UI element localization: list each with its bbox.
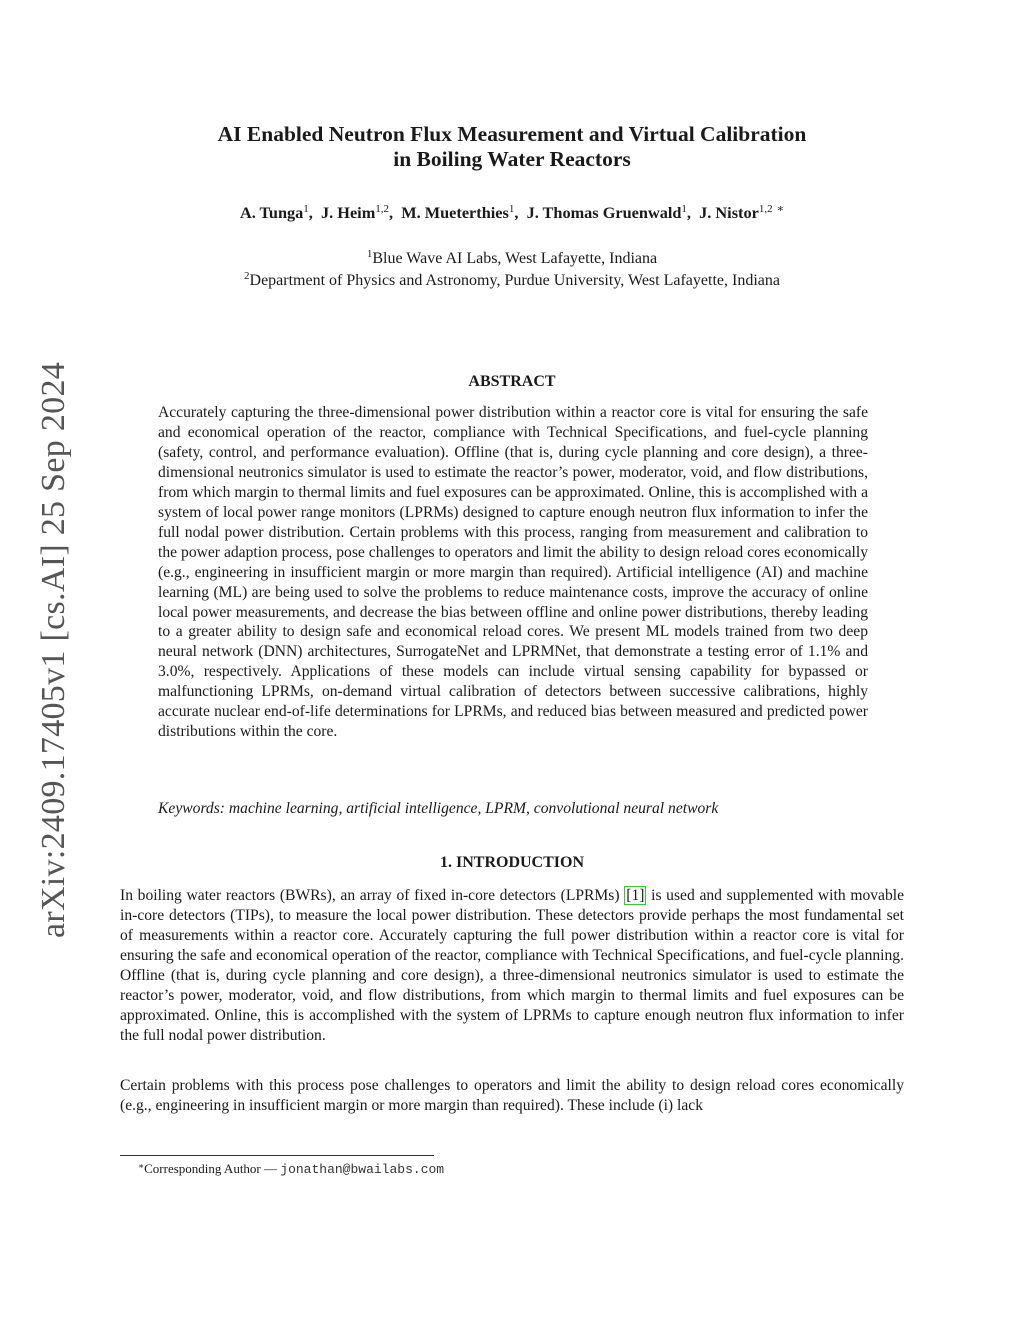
paragraph-text: is used and supplemented with movable in-core detectors (TIPs), to measure the local power distribution. These detectors provide perhaps the most fundamental set of measurements within a reactor core. Accurately capturing the full power distribution within a reactor core is vital for ensuring the safe and economical operation of the reactor, compliance with Technical Specifications, and fuel-cycle planning. Offline (that is, during cycle planning and core design), a three-dimensional neutronics simulator is used to estimate the reactor’s power, moderator, void, and flow distributions, from which margin to thermal limits and fuel exposures can be approximated. Online, this is accomplished with the system of LPRMs to capture enough neutron flux information to infer the full nodal power distribution. xyxy=(120,887,905,1044)
abstract-text: Accurately capturing the three-dimensional power distribution within a reactor core is vital for ensuring the safe and economical operation of the reactor, compliance with Technical Specifications, and fuel-cycle planning (safety, control, and performance evaluation). Offline (that is, during cycle planning and core design), a three-dimensional neutronics simulator is used to estimate the reactor’s power, moderator, void, and flow distributions, from which margin to thermal limits and fuel exposures can be approximated. Online, this is accomplished with a system of local power range monitors (LPRMs) designed to capture enough neutron flux information to infer the full nodal power distribution. Certain problems with this process, ranging from measurement and calibration to the power adaption process, pose challenges to operators and limit the ability to design reload cores economically (e.g., engineering in insufficient margin or more margin than required). Artificial intelligence (AI) and machine learning (ML) are being used to solve the problems to reduce maintenance costs, improve the accuracy of online local power measurements, and decrease the bias between offline and online power distributions, thereby leading to a greater ability to design safe and economical reload cores. We present ML models trained from two deep neural network (DNN) architectures, SurrogateNet and LPRMNet, that demonstrate a testing error of 1.1% and 3.0%, respectively. Applications of these models can include virtual sensing capability for bypassed or malfunctioning LPRMs, on-demand virtual calibration of detectors between successive calibrations, highly accurate nuclear end-of-life determinations for LPRMs, and reduced bias between measured and predicted power distributions within the core. xyxy=(158,404,868,741)
keywords: Keywords: machine learning, artificial intelligence, LPRM, convolutional neural network xyxy=(158,800,719,817)
author-affil-mark: 1,2 xyxy=(375,203,390,215)
author-affil-mark: 1,2 xyxy=(758,203,773,215)
author-affil-mark: 1 xyxy=(681,203,687,215)
title-line-1: AI Enabled Neutron Flux Measurement and Virtual Calibration xyxy=(217,122,807,146)
affiliation-2 xyxy=(120,270,904,292)
paper-title xyxy=(120,122,904,172)
footnote-divider xyxy=(120,1155,434,1156)
author: J. Nistor xyxy=(699,203,759,222)
footnote-text: Corresponding Author — xyxy=(144,1161,281,1176)
author: J. Heim xyxy=(321,203,376,222)
footnote xyxy=(138,1160,444,1179)
footnote-mark: ∗ xyxy=(138,1161,145,1171)
affiliations xyxy=(120,248,904,292)
affiliation-number: 2 xyxy=(244,270,250,282)
affiliation-1 xyxy=(120,248,904,270)
author: M. Mueterthies xyxy=(401,203,509,222)
author-list: A. Tunga$^1$, J. Heim$^{1,2}$, M. Mueterthies$^1$, J. Thomas Gruenwald$^1$, J. Nistor$^{1,2}$ ∗ xyxy=(239,203,785,222)
corresponding-email[interactable]: jonathan@bwailabs.com xyxy=(280,1162,445,1177)
intro-paragraph-2: Certain problems with this process pose challenges to operators and limit the ability to design reload cores economically (e.g., engineering in insufficient margin or more margin than required). These include (i) lack xyxy=(120,1077,904,1114)
section-heading-introduction: 1. INTRODUCTION xyxy=(439,854,584,871)
intro-paragraph-1 xyxy=(120,886,904,1046)
abstract-heading: ABSTRACT xyxy=(468,373,556,390)
author: A. Tunga xyxy=(239,203,304,222)
affiliation-text: Blue Wave AI Labs, West Lafayette, Indiana xyxy=(372,250,658,267)
author: J. Thomas Gruenwald xyxy=(526,203,682,222)
paragraph-text: In boiling water reactors (BWRs), an array of fixed in-core detectors (LPRMs) xyxy=(120,887,625,904)
corresponding-author-mark: ∗ xyxy=(776,203,785,215)
affiliation-number: 1 xyxy=(366,248,373,260)
title-line-2: in Boiling Water Reactors xyxy=(393,147,631,171)
arxiv-identifier: arXiv:2409.17405v1 [cs.AI] 25 Sep 2024 xyxy=(35,361,72,939)
citation-link[interactable]: [1] xyxy=(626,887,645,904)
author-affil-mark: 1 xyxy=(303,203,309,215)
affiliation-text: Department of Physics and Astronomy, Purdue University, West Lafayette, Indiana xyxy=(249,272,780,289)
author-affil-mark: 1 xyxy=(508,203,515,215)
